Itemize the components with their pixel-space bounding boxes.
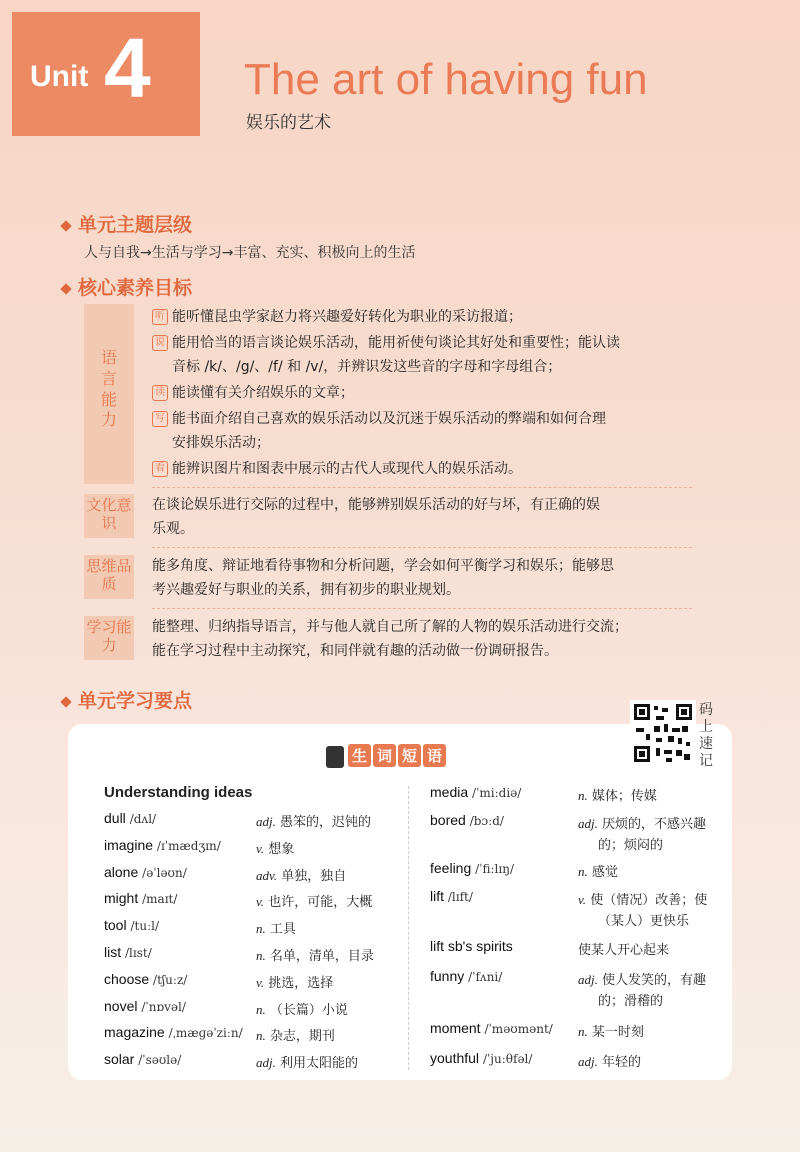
vocab-word: lift /lɪft/: [430, 888, 473, 904]
language-row-speak: 说 能用恰当的语言谈论娱乐活动，能用祈使句谈论其好处和重要性；能认读: [152, 330, 692, 356]
thinking-line-2: 考兴趣爱好与职业的关系，拥有初步的职业规划。: [152, 582, 460, 598]
language-row-read: 读 能读懂有关介绍娱乐的文章；: [152, 380, 692, 406]
vocab-definition: n. 名单，清单，目录: [256, 948, 374, 964]
unit-word: Unit: [30, 60, 89, 93]
speak-tag-icon: 说: [152, 335, 168, 351]
language-row-listen: 听 能听懂昆虫学家赵力将兴趣爱好转化为职业的采访报道；: [152, 304, 692, 330]
vocab-definition-cont: 的；烦闷的: [598, 838, 664, 853]
unit-number: 4: [104, 21, 151, 115]
qr-code-icon[interactable]: [630, 700, 696, 766]
divider: [152, 547, 692, 548]
vocab-definition: v. 挑选，选择: [256, 974, 334, 991]
vocab-word: choose /tʃuːz/: [104, 970, 188, 987]
language-row-view: 看 能辨识图片和图表中展示的古代人或现代人的娱乐活动。: [152, 456, 692, 482]
diamond-icon: [60, 696, 71, 707]
section-theme-title: 单元主题层级: [62, 210, 192, 237]
language-row-speak-cont: 音标 /k/、/g/、/f/ 和 /v/，并辨识发这些音的字母和字母组合；: [172, 359, 562, 375]
vocab-definition: v. 想象: [256, 840, 295, 857]
vocab-definition: adj. 利用太阳能的: [256, 1055, 359, 1072]
vocab-word: media /ˈmiːdiə/: [430, 784, 522, 800]
vocab-word: dull /dʌl/: [104, 810, 157, 826]
vocab-definition: v. 也许，可能，大概: [256, 894, 373, 911]
diamond-icon: [60, 220, 71, 231]
vocab-word: solar /ˈsəʊlə/: [104, 1051, 182, 1068]
vocab-definition: v. 使（情况）改善；使: [578, 892, 708, 908]
diamond-icon: [60, 283, 71, 294]
language-row-write: 写 能书面介绍自己喜欢的娱乐活动以及沉迷于娱乐活动的弊端和如何合理: [152, 406, 692, 432]
vocab-definition: n. 媒体；传媒: [578, 788, 657, 804]
vocab-definition: n. 某一时刻: [578, 1024, 644, 1040]
vocab-definition: adj. 使人发笑的，有趣: [578, 972, 707, 988]
read-tag-icon: 读: [152, 385, 168, 401]
vocab-definition: adv. 单独，独自: [256, 867, 347, 884]
vocab-definition: adj. 年轻的: [578, 1054, 642, 1070]
vocab-definition: n. 杂志，期刊: [256, 1028, 335, 1045]
section-points-title: 单元学习要点: [62, 686, 192, 713]
learning-line-1: 能整理、归纳指导语言，并与他人就自己所了解的人物的娱乐活动进行交流；: [152, 619, 628, 635]
vocab-definition: n. （长篇）小说: [256, 1001, 348, 1018]
vocab-word: bored /bɔːd/: [430, 812, 504, 828]
vocab-word: funny /ˈfʌni/: [430, 968, 503, 984]
vocab-word: alone /əˈləʊn/: [104, 863, 187, 880]
theme-text: 人与自我→生活与学习→丰富、充实、积极向上的生活: [84, 245, 416, 261]
vocab-word: might /maɪt/: [104, 890, 178, 907]
learning-label: 学习能力: [84, 616, 134, 660]
culture-line-1: 在谈论娱乐进行交际的过程中，能够辨别娱乐活动的好与坏，有正确的娱: [152, 497, 600, 513]
vocab-word: moment /ˈməʊmənt/: [430, 1020, 553, 1036]
page-title: The art of having fun: [244, 55, 648, 104]
divider: [152, 608, 692, 609]
divider: [152, 487, 692, 488]
vocab-definition: adj. 厌烦的，不感兴趣: [578, 816, 707, 832]
language-ability-label: 语 言 能 力: [84, 304, 134, 484]
vocab-definition: n. 感觉: [578, 864, 618, 880]
learning-line-2: 能在学习过程中主动探究，和同伴就有趣的活动做一份调研报告。: [152, 643, 558, 659]
vocab-column-title: Understanding ideas: [104, 784, 253, 801]
page-subtitle: 娱乐的艺术: [246, 113, 331, 133]
vocab-word: magazine /ˌmæɡəˈziːn/: [104, 1024, 243, 1041]
thinking-line-1: 能多角度、辩证地看待事物和分析问题，学会如何平衡学习和娱乐；能够思: [152, 558, 614, 574]
vocab-word: list /lɪst/: [104, 944, 152, 960]
language-row-write-cont: 安排娱乐活动；: [172, 435, 270, 451]
vocab-divider: [408, 786, 409, 1070]
section-core-title: 核心素养目标: [62, 273, 192, 300]
vocab-word: novel /ˈnɒvəl/: [104, 997, 186, 1014]
book-icon: [326, 746, 344, 768]
write-tag-icon: 写: [152, 411, 168, 427]
vocab-word: youthful /ˈjuːθfəl/: [430, 1050, 533, 1066]
vocab-definition-cont: 的；滑稽的: [598, 994, 664, 1009]
culture-line-2: 乐观。: [152, 521, 194, 537]
vocab-definition: n. 工具: [256, 921, 296, 938]
vocab-definition: adj. 愚笨的，迟钝的: [256, 814, 372, 830]
qr-side-text: 码 上 速 记: [699, 702, 713, 769]
vocab-word: tool /tuːl/: [104, 917, 159, 934]
vocab-word: imagine /ɪˈmædʒɪn/: [104, 836, 221, 853]
view-tag-icon: 看: [152, 461, 168, 477]
culture-label: 文化意识: [84, 494, 134, 538]
vocab-word: feeling /ˈfiːlɪŋ/: [430, 860, 514, 876]
listen-tag-icon: 听: [152, 309, 168, 325]
vocab-tag: 生 词 短 语: [326, 744, 448, 770]
vocab-definition-cont: （某人）更快乐: [598, 914, 690, 929]
vocab-definition: 使某人开心起来: [578, 943, 670, 958]
thinking-label: 思维品质: [84, 555, 134, 599]
vocab-word: lift sb's spirits: [430, 938, 513, 954]
